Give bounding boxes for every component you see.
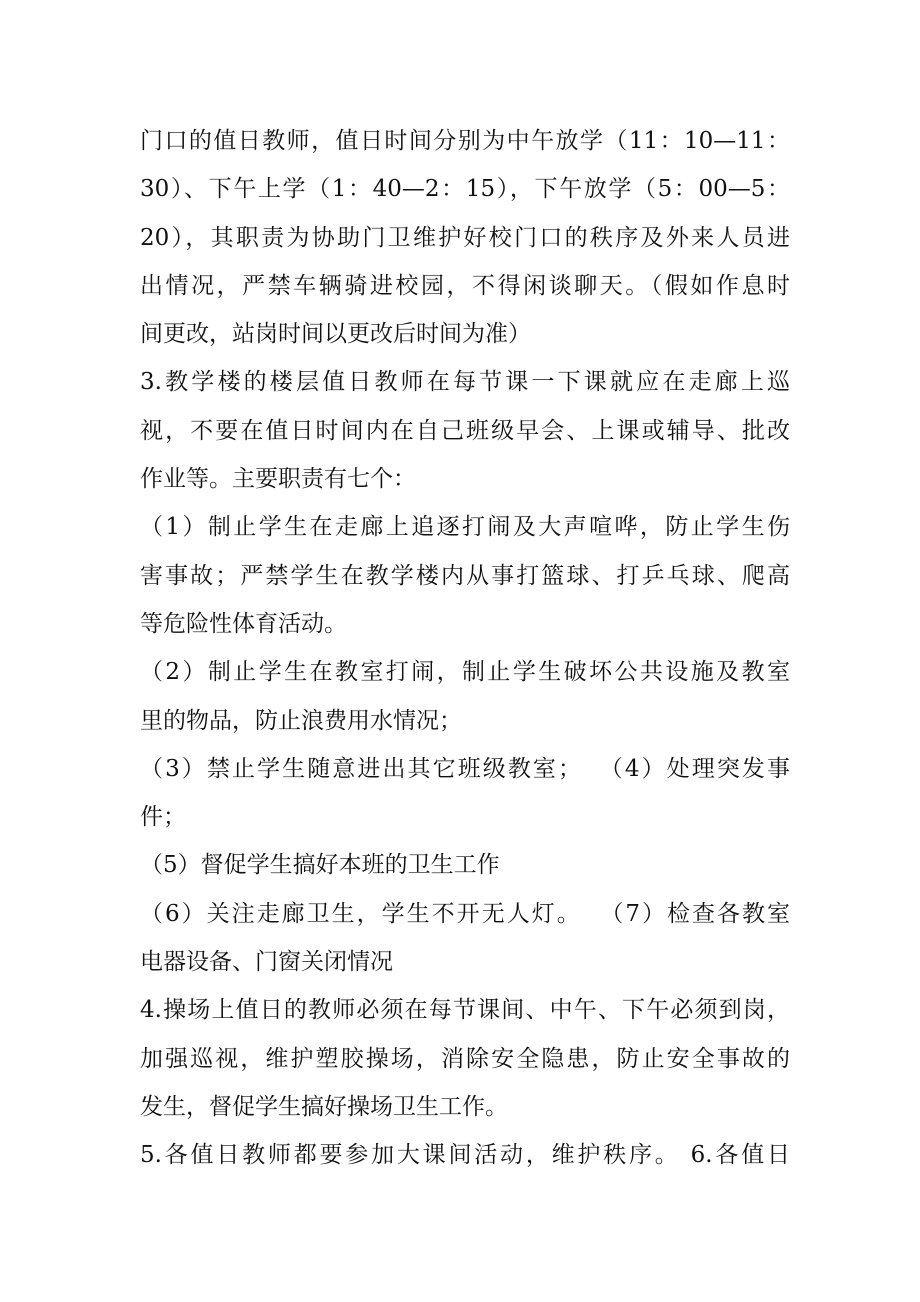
text-line: 门口的值日教师，值日时间分别为中午放学（11：10—11： (140, 128, 790, 154)
text-line: 电器设备、门窗关闭情况 (140, 949, 393, 976)
text-line: 视，不要在值日时间内在自己班级早会、上课或辅导、批改 (140, 417, 790, 444)
text-line: （5）督促学生搞好本班的卫生工作 (140, 852, 500, 879)
text-line: 件； (140, 804, 186, 831)
text-line: （1）制止学生在走廊上追逐打闹及大声喧哗，防止学生伤 (140, 514, 790, 541)
text-line: （2）制止学生在教室打闹，制止学生破坏公共设施及教室 (140, 659, 790, 686)
text-line: 等危险性体育活动。 (140, 610, 347, 637)
text-line: 害事故；严禁学生在教学楼内从事打篮球、打乒乓球、爬高 (140, 562, 790, 589)
body-text (140, 117, 790, 1180)
text-line: 作业等。主要职责有七个： (140, 466, 416, 493)
text-line: 加强巡视，维护塑胶操场，消除安全隐患，防止安全事故的 (140, 1045, 790, 1072)
text-line: 5.各值日教师都要参加大课间活动，维护秩序。 6.各值日 (140, 1142, 790, 1169)
text-line: 4.操场上值日的教师必须在每节课间、中午、下午必须到岗， (140, 997, 790, 1024)
text-line: 20），其职责为协助门卫维护好校门口的秩序及外来人员进 (140, 224, 790, 251)
text-line: 发生，督促学生搞好操场卫生工作。 (140, 1093, 508, 1120)
text-line: （3）禁止学生随意进出其它班级教室； （4）处理突发事 (140, 755, 790, 782)
text-line: 3.教学楼的楼层值日教师在每节课一下课就应在走廊上巡 (140, 369, 790, 396)
text-line: 30）、下午上学（1：40—2：15），下午放学（5：00—5： (140, 176, 790, 203)
text-line: 间更改，站岗时间以更改后时间为准） (140, 321, 531, 348)
text-line: 出情况，严禁车辆骑进校园，不得闲谈聊天。（假如作息时 (140, 272, 790, 299)
text-line: （6）关注走廊卫生，学生不开无人灯。 （7）检查各教室 (140, 900, 790, 927)
text-line: 里的物品，防止浪费用水情况； (140, 707, 462, 734)
